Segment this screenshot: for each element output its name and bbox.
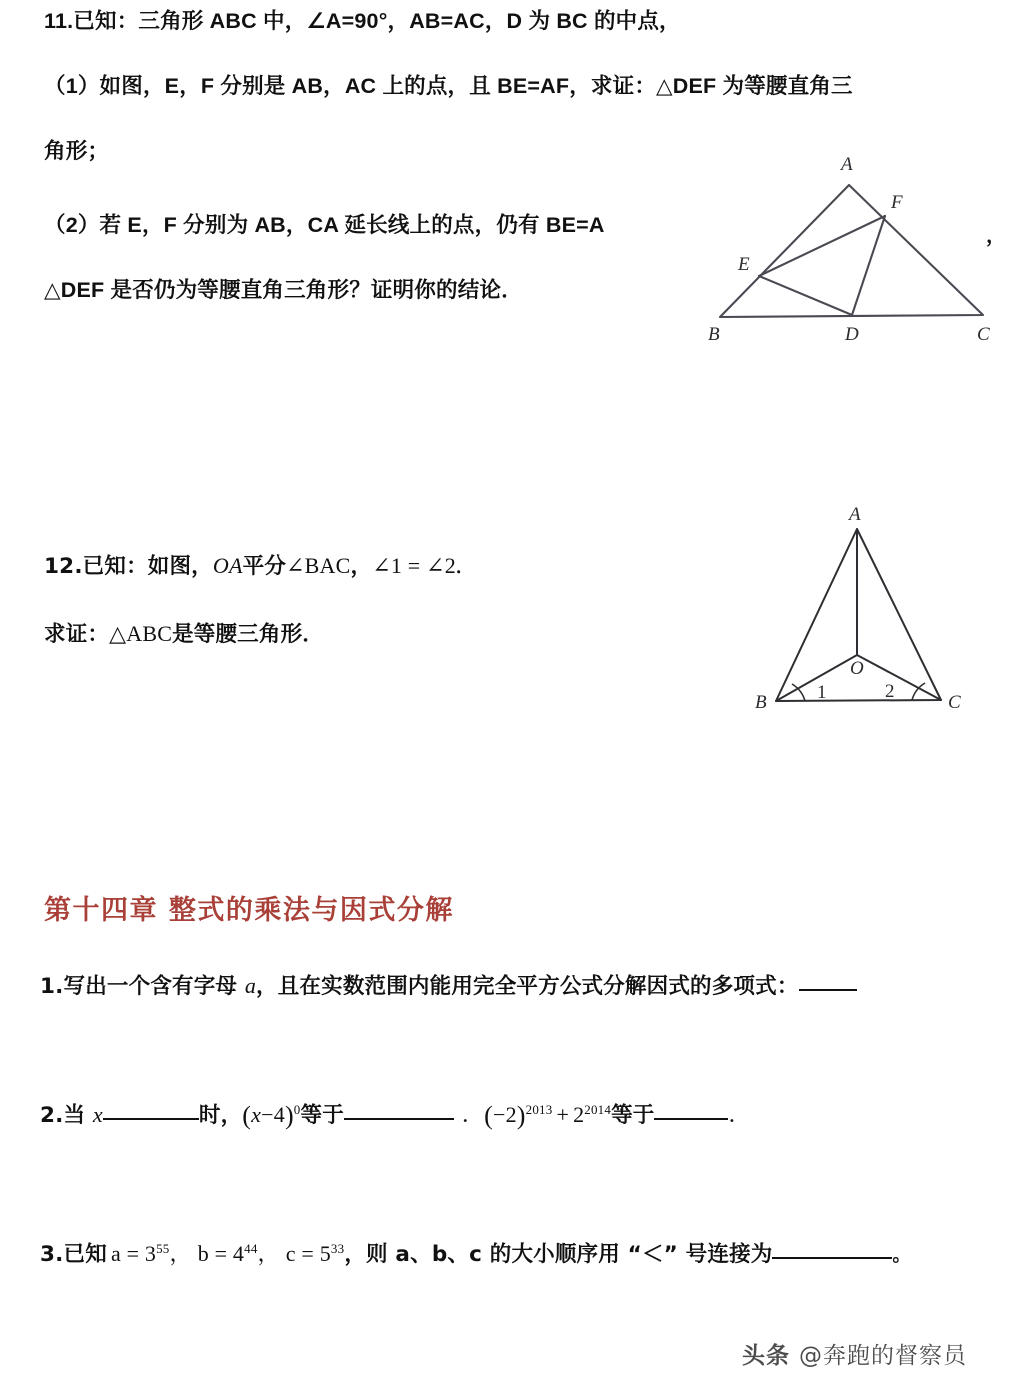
q11-line-4-trailing-comma: ， bbox=[986, 225, 1007, 247]
c3-a: a = 3 bbox=[110, 1241, 157, 1266]
chapter-q2 bbox=[40, 1100, 751, 1133]
c3-c: c = 5 bbox=[285, 1241, 331, 1266]
watermark bbox=[742, 1337, 967, 1370]
c2-var-x: x bbox=[92, 1102, 103, 1127]
q12-seg-angle12: ∠1 = ∠2 bbox=[372, 553, 456, 578]
q11-line-4: （2）若 E，F 分别为 AB，CA 延长线上的点，仍有 BE=A bbox=[44, 213, 605, 237]
c2-exp-2014: 2014 bbox=[584, 1101, 612, 1117]
c3-b: b = 4 bbox=[197, 1241, 245, 1266]
c2-minus: − bbox=[261, 1102, 274, 1127]
label-E: E bbox=[738, 254, 750, 275]
label-O: O bbox=[850, 658, 864, 679]
label-A: A bbox=[841, 154, 853, 175]
watermark-handle: @奔跑的督察员 bbox=[799, 1343, 968, 1369]
c3-s3: 。 bbox=[892, 1245, 911, 1266]
q11-line-3: 角形； bbox=[44, 139, 110, 163]
c3-s2: ，则 a、b、c 的大小顺序用 “＜” 号连接为 bbox=[344, 1242, 773, 1267]
triangle-abc-bisector-figure bbox=[745, 500, 995, 725]
q12-seg-OA: OA bbox=[212, 553, 243, 578]
c2-plus: + bbox=[556, 1102, 570, 1127]
q12-text-known: 12.已知：如图， bbox=[44, 554, 213, 579]
label-angle-2: 2 bbox=[885, 681, 895, 702]
c3-a-exp: 55 bbox=[156, 1240, 170, 1256]
q12-seg-period: ． bbox=[455, 557, 475, 578]
c2-n4: 4 bbox=[273, 1102, 285, 1127]
triangle-abc-def-figure bbox=[700, 150, 1010, 350]
label-F: F bbox=[891, 192, 903, 213]
c2-dot1: ． bbox=[461, 1102, 485, 1127]
q12-text-prove: 求证： bbox=[44, 622, 110, 647]
label-B: B bbox=[708, 324, 720, 345]
chapter-q1-blank[interactable] bbox=[799, 989, 857, 991]
c2-s4: 等于 bbox=[611, 1103, 655, 1128]
c3-comma1: ， bbox=[169, 1241, 192, 1266]
c2-rparen2: ) bbox=[516, 1101, 526, 1130]
chapter-q1-var: a bbox=[244, 973, 257, 998]
chapter-q1 bbox=[40, 972, 857, 1001]
c2-var-x2: x bbox=[251, 1102, 262, 1127]
q12-seg-angle-BAC: ∠BAC bbox=[286, 553, 351, 578]
watermark-prefix: 头条 bbox=[742, 1343, 790, 1369]
c2-s1: 2.当 bbox=[40, 1103, 93, 1128]
c3-c-exp: 33 bbox=[330, 1240, 345, 1256]
q12-seg-triangle-ABC: △ABC bbox=[109, 621, 173, 646]
c2-dot2: ． bbox=[728, 1102, 751, 1127]
c2-lparen2: ( bbox=[484, 1101, 493, 1130]
chapter-q1-pre: 1.写出一个含有字母 bbox=[40, 974, 245, 999]
c2-minus2: − bbox=[492, 1102, 506, 1127]
q11-line-5: △DEF 是否仍为等腰直角三角形？证明你的结论． bbox=[44, 278, 523, 302]
q12-seg-comma: ， bbox=[350, 554, 373, 579]
c2-n2: 2 bbox=[505, 1102, 517, 1127]
c2-blank-3[interactable] bbox=[654, 1118, 728, 1120]
c3-s1: 3.已知 bbox=[40, 1242, 107, 1267]
label-angle-1: 1 bbox=[817, 682, 827, 703]
c3-blank[interactable] bbox=[772, 1257, 892, 1259]
label-C: C bbox=[977, 324, 990, 345]
label-A: A bbox=[849, 504, 861, 525]
label-B: B bbox=[755, 692, 767, 713]
label-C: C bbox=[948, 692, 961, 713]
chapter-q3 bbox=[40, 1240, 911, 1269]
c2-blank-1[interactable] bbox=[103, 1118, 199, 1120]
q12-line-2 bbox=[44, 620, 664, 649]
c2-lparen: ( bbox=[242, 1101, 252, 1130]
q11-line-1: 11.已知：三角形 ABC 中，∠A=90°，AB=AC，D 为 BC 的中点， bbox=[44, 9, 681, 33]
c2-blank-2[interactable] bbox=[344, 1118, 454, 1120]
chapter-heading: 第十四章 整式的乘法与因式分解 bbox=[44, 895, 454, 926]
c2-s3: 等于 bbox=[300, 1103, 344, 1128]
q12-line-1 bbox=[44, 552, 664, 581]
c2-s2: 时， bbox=[198, 1103, 243, 1128]
label-D: D bbox=[845, 324, 859, 345]
c2-exp-2013: 2013 bbox=[525, 1101, 553, 1117]
c2-exp-0: 0 bbox=[293, 1101, 301, 1117]
c3-comma2: ， bbox=[257, 1241, 280, 1266]
q11-line-2: （1）如图，E，F 分别是 AB，AC 上的点，且 BE=AF，求证：△DEF 为等腰直角三 bbox=[44, 74, 853, 98]
chapter-q1-post: ，且在实数范围内能用完全平方公式分解因式的多项式： bbox=[256, 974, 799, 999]
c2-rparen: ) bbox=[284, 1101, 294, 1130]
q12-seg-bisect: 平分 bbox=[242, 554, 287, 579]
c3-b-exp: 44 bbox=[244, 1240, 258, 1256]
c2-n2b: 2 bbox=[573, 1102, 585, 1127]
q12-seg-isosceles: 是等腰三角形． bbox=[172, 622, 324, 647]
